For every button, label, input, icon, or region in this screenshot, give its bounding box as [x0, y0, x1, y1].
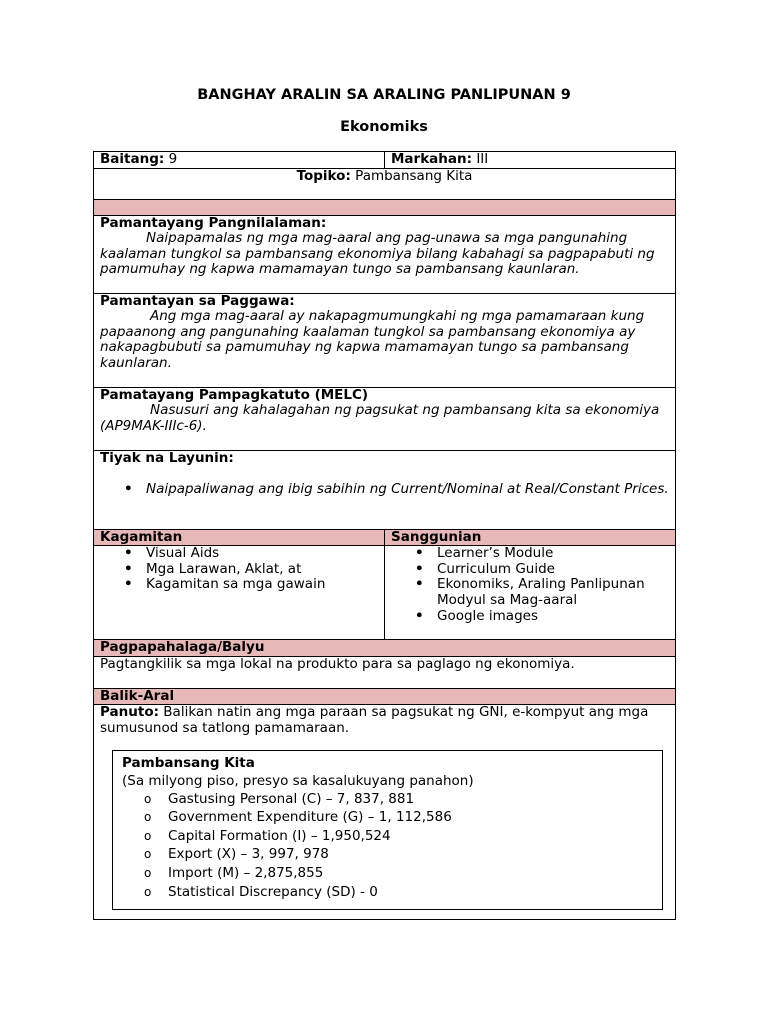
melc-text: Nasusuri ang kahalagahan ng pagsukat ng pambansang kita sa ekonomiya (AP9MAK-IIIc-6).	[100, 402, 660, 434]
sanggunian-heading: Sanggunian	[385, 529, 676, 546]
markahan-cell	[385, 152, 676, 169]
paggawa-text: Ang mga mag-aaral ay nakapagmumungkahi ng mga pamamaraan kung papaanong ang pangunahing kaalaman tungkol sa pambansang ekonomiya ay nakapagbubuti sa pamumuhay ng kapwa mamamayan tungo sa pambansang kaunlaran.	[100, 308, 645, 371]
balik-aral-content-row	[94, 705, 676, 920]
melc-heading: Pamatayang Pampagkatuto (MELC)	[100, 386, 369, 403]
layunin-heading: Tiyak na Layunin:	[100, 449, 234, 466]
kagamitan-content-row	[94, 546, 676, 640]
pangnilalaman-row	[94, 215, 676, 293]
balik-aral-heading: Balik-Aral	[94, 688, 676, 705]
kagamitan-header-row	[94, 529, 676, 546]
balyu-heading: Pagpapahalaga/Balyu	[94, 640, 676, 657]
sanggunian-cell	[385, 546, 676, 640]
box-list-item: o Government Expenditure (G) – 1, 112,586	[122, 808, 653, 827]
panuto-label: Panuto:	[100, 704, 159, 721]
kagamitan-item: • Kagamitan sa mga gawain	[100, 577, 378, 593]
lesson-plan-table	[93, 151, 676, 920]
kagamitan-list	[100, 546, 378, 593]
box-title: Pambansang Kita	[122, 754, 255, 771]
box-list-item: o Capital Formation (I) – 1,950,524	[122, 827, 653, 846]
topiko-row	[94, 168, 676, 199]
melc-row	[94, 387, 676, 450]
box-list	[122, 790, 653, 902]
paggawa-heading: Pamantayan sa Paggawa:	[100, 292, 295, 309]
melc-text-block	[100, 403, 669, 434]
balyu-content-row	[94, 656, 676, 688]
box-list-item: o Export (X) – 3, 997, 978	[122, 845, 653, 864]
box-subtitle: (Sa milyong piso, presyo sa kasalukuyang panahon)	[122, 772, 474, 789]
baitang-label: Baitang:	[100, 151, 165, 167]
sanggunian-item: • Learner’s Module	[391, 546, 669, 562]
kagamitan-item: • Mga Larawan, Aklat, at	[100, 562, 378, 578]
markahan-label: Markahan:	[391, 151, 473, 167]
balik-aral-header-row	[94, 688, 676, 705]
pink-spacer-row	[94, 199, 676, 215]
pambansang-kita-box	[112, 750, 663, 911]
pangnilalaman-heading: Pamantayang Pangnilalaman:	[100, 214, 327, 231]
layunin-cell	[94, 450, 676, 529]
document-title: BANGHAY ARALIN SA ARALING PANLIPUNAN 9	[197, 87, 571, 103]
pangnilalaman-text-block	[100, 231, 669, 278]
topiko-value: Pambansang Kita	[355, 167, 473, 184]
box-list-item: o Gastusing Personal (C) – 7, 837, 881	[122, 790, 653, 809]
kagamitan-item: • Visual Aids	[100, 546, 378, 562]
layunin-item: • Naipapaliwanag ang ibig sabihin ng Current/Nominal at Real/Constant Prices.	[100, 482, 669, 498]
panuto-text: Balikan natin ang mga paraan sa pagsukat ng GNI, e-kompyut ang mga sumusunod sa tatlong pamamaraan.	[100, 704, 649, 736]
panuto	[100, 705, 669, 736]
paggawa-row	[94, 293, 676, 387]
kagamitan-cell	[94, 546, 385, 640]
paggawa-cell	[94, 293, 676, 387]
box-list-item: o Statistical Discrepancy (SD) - 0	[122, 883, 653, 902]
topiko-cell	[94, 168, 676, 199]
info-row	[94, 152, 676, 169]
baitang-value: 9	[168, 151, 178, 167]
sanggunian-item: • Google images	[391, 609, 669, 625]
topiko-label: Topiko:	[296, 167, 351, 184]
document-subtitle: Ekonomiks	[340, 119, 428, 135]
paggawa-text-block	[100, 309, 669, 371]
balyu-text: Pagtangkilik sa mga lokal na produkto para sa paglago ng ekonomiya.	[94, 656, 676, 688]
melc-cell	[94, 387, 676, 450]
pangnilalaman-text: Naipapamalas ng mga mag-aaral ang pag-unawa sa mga pangunahing kaalaman tungkol sa pambansang ekonomiya bilang kabahagi sa pagpapabuti ng pamumuhay ng kapwa mamamayan tungo sa pambansang kaunlaran.	[100, 230, 655, 278]
pink-spacer	[94, 199, 676, 215]
box-list-item: o Import (M) – 2,875,855	[122, 864, 653, 883]
kagamitan-heading: Kagamitan	[94, 529, 385, 546]
sanggunian-list	[391, 546, 669, 624]
layunin-list	[100, 482, 669, 498]
markahan-value: III	[476, 151, 489, 167]
sanggunian-item: • Ekonomiks, Araling Panlipunan Modyul sa Mag-aaral	[391, 577, 669, 608]
sanggunian-item: • Curriculum Guide	[391, 562, 669, 578]
baitang-cell	[94, 152, 385, 169]
balik-aral-cell	[94, 705, 676, 920]
balyu-header-row	[94, 640, 676, 657]
pangnilalaman-cell	[94, 215, 676, 293]
layunin-row	[94, 450, 676, 529]
